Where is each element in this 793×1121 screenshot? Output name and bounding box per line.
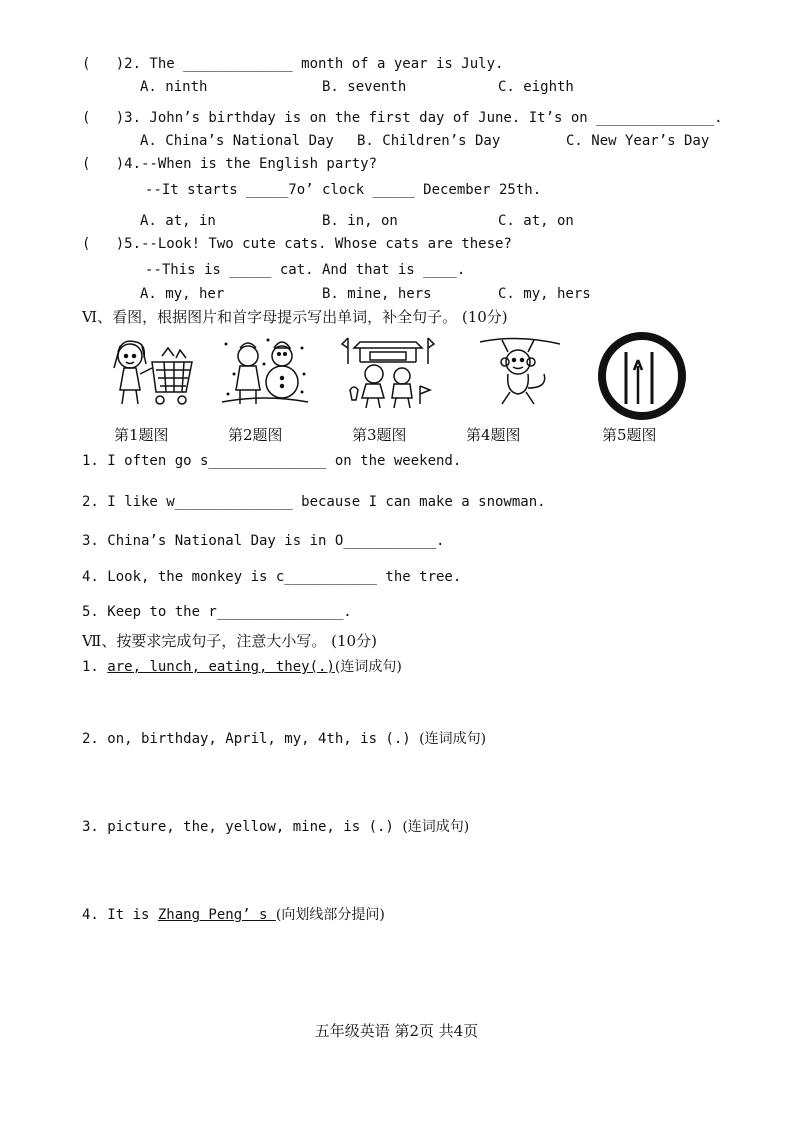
figure-4-caption: 第4题图 xyxy=(466,426,521,444)
figure-2-caption: 第2题图 xyxy=(228,426,283,444)
item-4-underlined: Zhang Peng’ s xyxy=(157,907,276,923)
snowman-picture xyxy=(218,334,310,410)
q2-stem: ( )2. The _____________ month of a year is July. xyxy=(82,56,504,72)
item-3-text: 3. picture, the, yellow, mine, is (.) xyxy=(82,819,394,835)
item-1-note: (连词成句) xyxy=(334,659,402,675)
item-2-text: 2. on, birthday, April, my, 4th, is (.) xyxy=(82,731,411,747)
figure-1-caption: 第1题图 xyxy=(114,426,169,444)
q4-line2: --It starts _____7o’ clock _____ December 25th. xyxy=(145,182,542,198)
q3-option-b: B. Children’s Day xyxy=(357,133,501,149)
figure-3-caption: 第3题图 xyxy=(352,426,407,444)
section6-item-3: 3. China’s National Day is in O___________. xyxy=(82,533,445,549)
keep-right-sign-picture xyxy=(596,330,688,422)
q4-option-b: B. in, on xyxy=(322,213,398,229)
section6-item-5: 5. Keep to the r_______________. xyxy=(82,604,352,620)
shopping-picture xyxy=(106,334,198,410)
q5-line2: --This is _____ cat. And that is ____. xyxy=(145,262,466,278)
item-4-prefix: 4. It is xyxy=(82,907,158,923)
monkey-picture xyxy=(478,334,562,410)
q5-option-c: C. my, hers xyxy=(498,286,591,302)
q3-stem: ( )3. John’s birthday is on the first day of June. It’s on ______________. xyxy=(82,110,723,126)
page-footer: 五年级英语 第2页 共4页 xyxy=(314,1022,479,1040)
q4-option-c: C. at, on xyxy=(498,213,574,229)
section7-title: Ⅶ、按要求完成句子，注意大小写。 (10分) xyxy=(82,632,377,650)
q5-option-a: A. my, her xyxy=(140,286,225,302)
q2-option-a: A. ninth xyxy=(140,79,208,95)
figure-5-caption: 第5题图 xyxy=(602,426,657,444)
section7-item-4 xyxy=(82,906,385,924)
section7-item-1 xyxy=(82,658,402,676)
section6-item-4: 4. Look, the monkey is c___________ the tree. xyxy=(82,569,462,585)
q3-option-a: A. China’s National Day xyxy=(140,133,334,149)
section6-title: Ⅵ、看图，根据图片和首字母提示写出单词，补全句子。 (10分) xyxy=(82,308,508,326)
section6-item-2: 2. I like w______________ because I can make a snowman. xyxy=(82,494,546,510)
q5-stem: ( )5.--Look! Two cute cats. Whose cats are these? xyxy=(82,236,512,252)
item-4-note: (向划线部分提问) xyxy=(275,907,385,923)
section6-item-1: 1. I often go s______________ on the weekend. xyxy=(82,453,462,469)
q2-option-b: B. seventh xyxy=(322,79,407,95)
national-day-picture xyxy=(340,334,436,410)
q4-option-a: A. at, in xyxy=(140,213,216,229)
item-1-number: 1. xyxy=(82,659,108,675)
section7-item-3 xyxy=(82,818,469,836)
item-3-note: (连词成句) xyxy=(402,819,470,835)
item-2-note: (连词成句) xyxy=(419,731,487,747)
q3-option-c: C. New Year’s Day xyxy=(566,133,710,149)
q5-option-b: B. mine, hers xyxy=(322,286,432,302)
item-1-words: are, lunch, eating, they(.) xyxy=(107,659,335,675)
q2-option-c: C. eighth xyxy=(498,79,574,95)
q4-stem: ( )4.--When is the English party? xyxy=(82,156,378,172)
section7-item-2 xyxy=(82,730,486,748)
